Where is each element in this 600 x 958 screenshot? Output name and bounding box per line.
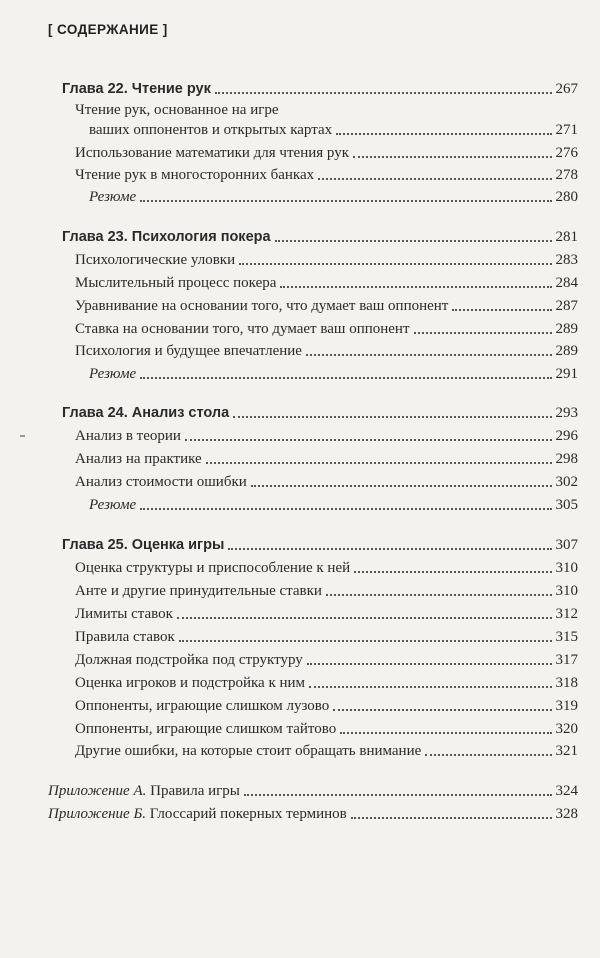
dot-leader <box>425 754 551 756</box>
dot-leader <box>414 332 552 334</box>
toc-entry-title: Психологические уловки <box>75 252 236 268</box>
dot-leader <box>233 416 551 418</box>
toc-entry-title: Анализ в теории <box>75 428 181 444</box>
toc-entry <box>75 144 578 162</box>
toc-page-number: 271 <box>555 122 578 138</box>
appendix-title: Правила игры <box>146 783 240 799</box>
toc-entry-title: Анализ стоимости ошибки <box>75 474 247 490</box>
toc-entry-title: Анте и другие принудительные ставки <box>75 583 322 599</box>
toc-entry-title: Психология и будущее впечатление <box>75 343 302 359</box>
toc-entry <box>75 427 578 445</box>
toc-entry <box>75 320 578 338</box>
toc-entry-text: Чтение рук, основанное на игре <box>75 102 279 118</box>
dot-leader <box>354 571 551 573</box>
toc-entry <box>75 697 578 715</box>
toc-entry-title <box>48 805 347 823</box>
toc-entry-title: Глава 24. Анализ стола <box>62 405 230 421</box>
toc-chapter-entry <box>62 80 578 98</box>
dot-leader <box>452 309 551 311</box>
appendix-label: Приложение А. <box>48 783 147 799</box>
toc-entry-title: Глава 22. Чтение рук <box>62 81 211 97</box>
toc-entry <box>75 166 578 184</box>
dot-leader <box>351 817 552 819</box>
dot-leader <box>309 686 551 688</box>
dot-leader <box>244 794 552 796</box>
toc-entry-title: Ставка на основании того, что думает ваш оппонент <box>75 321 410 337</box>
toc-entry <box>75 342 578 360</box>
dot-leader <box>177 617 552 619</box>
toc-entry <box>75 450 578 468</box>
toc-page-number: 284 <box>555 275 578 291</box>
toc-page-number: 317 <box>555 652 578 668</box>
toc-entry <box>75 674 578 692</box>
toc-entry <box>89 121 578 139</box>
dot-leader <box>140 377 551 379</box>
toc-entry <box>89 188 578 206</box>
toc-entry-title: Другие ошибки, на которые стоит обращать внимание <box>75 743 422 759</box>
dot-leader <box>179 640 552 642</box>
toc-entry <box>89 365 578 383</box>
toc-entry-title: Резюме <box>89 189 137 205</box>
toc-page-number: 287 <box>555 298 578 314</box>
toc-entry-title: Использование математики для чтения рук <box>75 145 349 161</box>
toc-page-number: 310 <box>555 583 578 599</box>
toc-entry-title: Лимиты ставок <box>75 606 173 622</box>
toc-page-number: 267 <box>555 81 578 97</box>
dot-leader <box>251 485 552 487</box>
dot-leader <box>140 200 551 202</box>
toc-entry-title: Мыслительный процесс покера <box>75 275 277 291</box>
toc-entry-title: Резюме <box>89 366 137 382</box>
toc-entry-title: Оппоненты, играющие слишком лузово <box>75 698 330 714</box>
toc-entry-title: Глава 23. Психология покера <box>62 229 271 245</box>
toc-entry-title: Оппоненты, играющие слишком тайтово <box>75 721 337 737</box>
toc-entry <box>75 559 578 577</box>
toc-entry <box>75 742 578 760</box>
toc-page-number: 315 <box>555 629 578 645</box>
toc-entry-title: Оценка структуры и приспособление к ней <box>75 560 351 576</box>
toc-page-number: 324 <box>555 783 578 799</box>
appendix-label: Приложение Б. <box>48 806 147 822</box>
toc-entry <box>48 782 578 800</box>
toc-page-number: 320 <box>555 721 578 737</box>
toc-entry <box>75 251 578 269</box>
toc-page-number: 289 <box>555 343 578 359</box>
toc-entry-title: Глава 25. Оценка игры <box>62 537 225 553</box>
toc-entry-title: Оценка игроков и подстройка к ним <box>75 675 306 691</box>
toc-page-number: 278 <box>555 167 578 183</box>
toc-page-number: 293 <box>555 405 578 421</box>
toc-entry-title: Уравнивание на основании того, что думает ваш оппонент <box>75 298 449 314</box>
dot-leader <box>280 286 551 288</box>
toc-entry <box>48 805 578 823</box>
toc-page-number: 296 <box>555 428 578 444</box>
dot-leader <box>353 156 552 158</box>
toc-page-number: 298 <box>555 451 578 467</box>
page-header: [ СОДЕРЖАНИЕ ] <box>48 22 168 37</box>
toc-entry <box>89 496 578 514</box>
dot-leader <box>333 709 551 711</box>
toc-entry <box>75 297 578 315</box>
toc-entry-title: Анализ на практике <box>75 451 202 467</box>
toc-chapter-entry <box>62 404 578 422</box>
toc-page-number: 283 <box>555 252 578 268</box>
toc-entry <box>75 651 578 669</box>
toc-page-number: 310 <box>555 560 578 576</box>
toc-entry <box>75 473 578 491</box>
toc-entry <box>75 582 578 600</box>
toc-chapter-entry <box>62 536 578 554</box>
dot-leader <box>140 508 551 510</box>
toc-entry <box>75 605 578 623</box>
toc-page-number: 319 <box>555 698 578 714</box>
toc-entry-title: Правила ставок <box>75 629 175 645</box>
toc-entry <box>75 274 578 292</box>
toc-page-number: 302 <box>555 474 578 490</box>
toc-page-number: 328 <box>555 806 578 822</box>
toc-page-number: 280 <box>555 189 578 205</box>
toc-page-number: 291 <box>555 366 578 382</box>
toc-entry-title: Резюме <box>89 497 137 513</box>
toc-page-number: 318 <box>555 675 578 691</box>
toc-page-number: 305 <box>555 497 578 513</box>
dot-leader <box>336 133 551 135</box>
toc-chapter-entry <box>62 228 578 246</box>
dot-leader <box>185 439 552 441</box>
dot-leader <box>318 178 551 180</box>
dot-leader <box>306 354 552 356</box>
toc-entry-title <box>48 782 240 800</box>
dot-leader <box>326 594 552 596</box>
toc-page-number: 321 <box>555 743 578 759</box>
dot-leader <box>307 663 552 665</box>
dot-leader <box>228 548 551 550</box>
toc-page-number: 276 <box>555 145 578 161</box>
toc-page-number: 307 <box>555 537 578 553</box>
toc-page-number: 289 <box>555 321 578 337</box>
toc-entry <box>75 628 578 646</box>
toc-entry-title: Чтение рук в многосторонних банках <box>75 167 315 183</box>
dot-leader <box>275 240 552 242</box>
appendix-title: Глоссарий покерных терминов <box>146 806 347 822</box>
margin-mark <box>20 435 25 437</box>
toc-entry <box>75 720 578 738</box>
toc-page-number: 281 <box>555 229 578 245</box>
toc-entry-title: Должная подстройка под структуру <box>75 652 303 668</box>
dot-leader <box>206 462 552 464</box>
toc-page-number: 312 <box>555 606 578 622</box>
toc-entry-title: ваших оппонентов и открытых картах <box>89 122 333 138</box>
dot-leader <box>239 263 551 265</box>
dot-leader <box>340 732 551 734</box>
dot-leader <box>215 92 552 94</box>
